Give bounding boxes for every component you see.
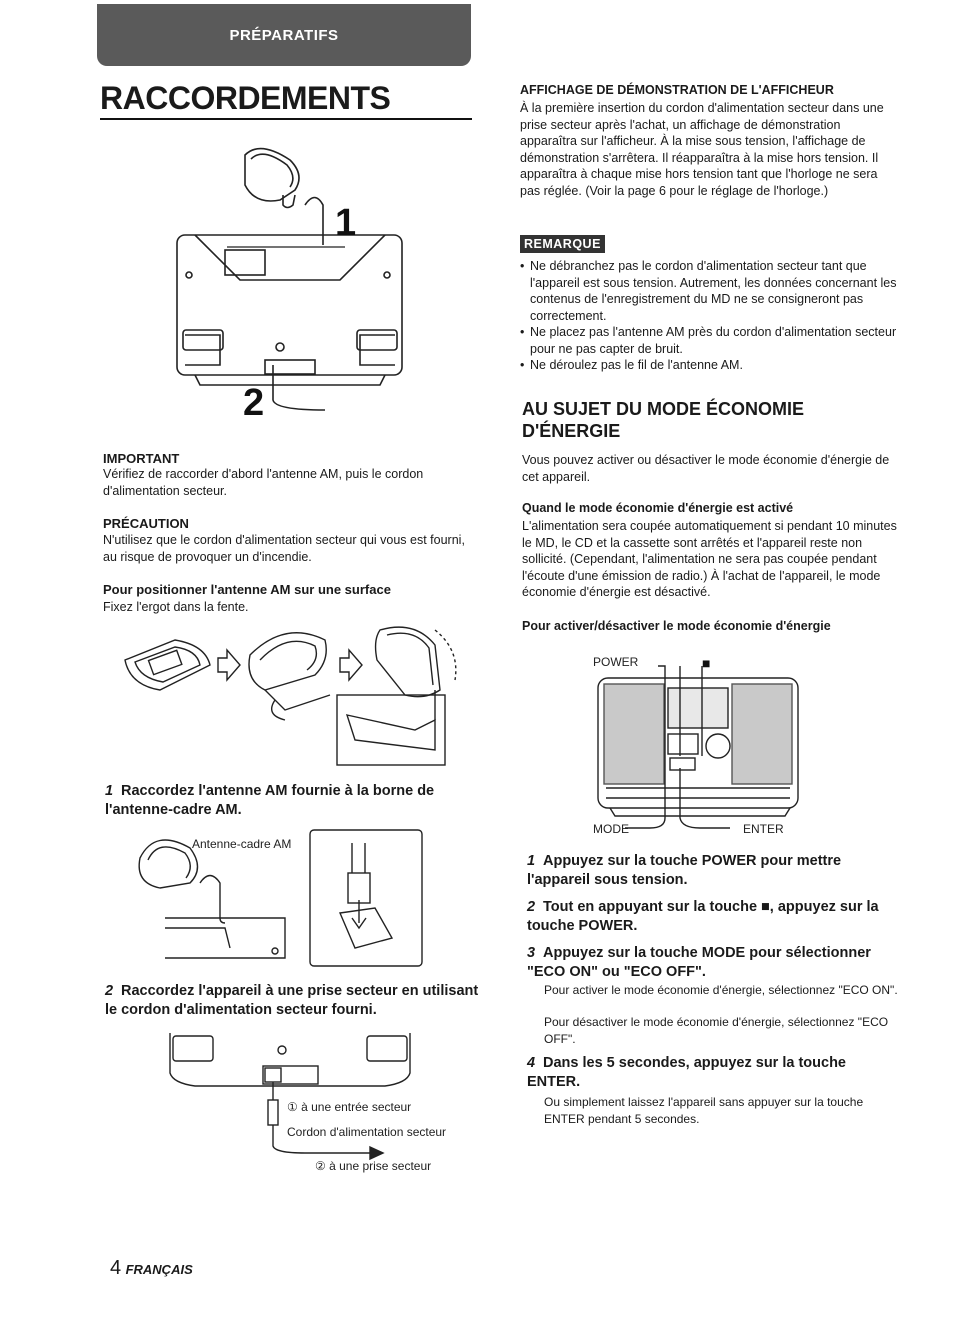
rear-panel-figure [165, 135, 415, 420]
antenna-positioning-figure [115, 620, 465, 770]
power-button-label: POWER [593, 655, 639, 669]
mode-button-label: MODE [593, 822, 629, 836]
title-rule [100, 118, 472, 120]
eco-active-heading: Quand le mode économie d'énergie est activé [522, 501, 794, 515]
precaution-text: N'utilisez que le cordon d'alimentation secteur qui vous est fourni, au risque de provoquer un d'incendie. [103, 533, 465, 564]
antenna-terminal-figure [130, 828, 430, 973]
left-step-1-number: 1 [105, 783, 114, 799]
plug-arrow-icon [370, 1147, 383, 1159]
right-step-4-number: 4 [527, 1055, 536, 1071]
right-step-1-number: 1 [527, 853, 536, 869]
page-number: 4 [110, 1257, 122, 1279]
position-text: Fixez l'ergot dans la fente. [103, 600, 249, 614]
important-text: Vérifiez de raccorder d'abord l'antenne AM, puis le cordon d'alimentation secteur. [103, 467, 424, 498]
section-tab-label: PRÉPARATIFS [229, 26, 339, 44]
right-step-4-text: Dans les 5 secondes, appuyez sur la touche ENTER. [527, 1055, 846, 1090]
terminal-plug-icon [340, 843, 392, 948]
arrow-right-icon [218, 650, 240, 680]
left-step-1 [105, 782, 480, 820]
section-tab [97, 4, 471, 66]
eco-active-text: L'alimentation sera coupée automatiquement si pendant 10 minutes le MD, le CD et la cassette sont arrêtés et l'appareil reste non sollicité. (Cependant, l'alimentation ne sera pas coupée pendant l'écoute d'une émission de radio.) À l'achat de l'appareil, le mode économie d'énergie est désactivé. [522, 519, 897, 599]
right-step-3-number: 3 [527, 945, 536, 961]
stop-button-icon: ■ [702, 655, 711, 671]
page-title: RACCORDEMENTS [100, 80, 391, 116]
left-step-1-text: Raccordez l'antenne AM fournie à la borne de l'antenne-cadre AM. [105, 783, 435, 818]
right-step-3 [527, 944, 900, 982]
antenna-flat-icon [125, 640, 210, 690]
page-footer [110, 1257, 193, 1280]
power-cord-figure [165, 1028, 485, 1176]
front-panel-figure [590, 648, 810, 843]
right-step-4 [527, 1054, 900, 1092]
am-antenna-icon [245, 149, 323, 245]
remark-badge [520, 235, 605, 253]
demo-heading: AFFICHAGE DE DÉMONSTRATION DE L'AFFICHEUR [520, 83, 834, 97]
eco-intro: Vous pouvez activer ou désactiver le mode économie d'énergie de cet appareil. [522, 453, 890, 484]
enter-button-label: ENTER [743, 822, 784, 836]
important-heading: IMPORTANT [103, 451, 180, 466]
right-step-4-note: Ou simplement laissez l'appareil sans appuyer sur la touche ENTER pendant 5 secondes. [544, 1095, 864, 1126]
remark-badge-label: REMARQUE [520, 235, 605, 253]
callout-2: 2 [243, 382, 265, 420]
antenna-frame-label: Antenne-cadre AM [192, 837, 292, 851]
remark-item: • Ne débranchez pas le cordon d'alimentation secteur tant que l'appareil est sous tension. Autrement, les données concernant les contenus de l'enregistrement du MD ne se consigneront pas correctement. [520, 258, 898, 324]
eco-toggle-heading: Pour activer/désactiver le mode économie d'énergie [522, 619, 831, 633]
eco-heading: AU SUJET DU MODE ÉCONOMIE D'ÉNERGIE [522, 399, 805, 441]
right-step-3-note: Pour activer le mode économie d'énergie, sélectionnez "ECO ON". [544, 983, 898, 997]
demo-text: À la première insertion du cordon d'alimentation secteur dans une prise secteur après l'achat, un affichage de démonstration apparaîtra sur l'afficheur. À la mise sous tension, l'affichage de démonstration s'arrêtera. Il réapparaîtra à la mise hors tension. Il apparaîtra à chaque mise hors tension tant que l'horloge ne sera pas réglée. (Voir la page 6 pour le réglage de l'horloge.) [520, 101, 884, 198]
antenna-upright-icon [249, 633, 330, 720]
right-step-1 [527, 852, 900, 890]
antenna-mounted-icon [337, 627, 456, 765]
right-step-3-note-2: Pour désactiver le mode économie d'énergie, sélectionnez "ECO OFF". [544, 1015, 889, 1046]
right-step-2-number: 2 [527, 899, 536, 915]
position-heading: Pour positionner l'antenne AM sur une surface [103, 582, 391, 597]
power-label-1: ① à une entrée secteur [287, 1100, 412, 1114]
power-label-2: ② à une prise secteur [315, 1159, 432, 1173]
footer-language: FRANÇAIS [125, 1262, 193, 1277]
callout-1: 1 [335, 202, 357, 244]
remark-item: • Ne placez pas l'antenne AM près du cordon d'alimentation secteur pour ne pas capter de bruit. [520, 324, 898, 357]
remark-list [520, 258, 898, 374]
arrow-right-icon-2 [340, 650, 362, 680]
precaution-heading: PRÉCAUTION [103, 516, 189, 531]
right-step-2-text: Tout en appuyant sur la touche ■, appuyez sur la touche POWER. [527, 899, 879, 934]
left-step-2 [105, 982, 480, 1020]
antenna-frame-icon [139, 840, 225, 923]
power-label-cord: Cordon d'alimentation secteur [287, 1125, 447, 1139]
left-step-2-text: Raccordez l'appareil à une prise secteur en utilisant le cordon d'alimentation secteur fourni. [105, 983, 479, 1018]
remark-item: • Ne déroulez pas le fil de l'antenne AM. [520, 357, 898, 374]
left-step-2-number: 2 [105, 983, 114, 999]
right-step-3-text: Appuyez sur la touche MODE pour sélectionner "ECO ON" ou "ECO OFF". [527, 945, 871, 980]
right-step-2 [527, 898, 900, 936]
right-step-1-text: Appuyez sur la touche POWER pour mettre l'appareil sous tension. [527, 853, 842, 888]
